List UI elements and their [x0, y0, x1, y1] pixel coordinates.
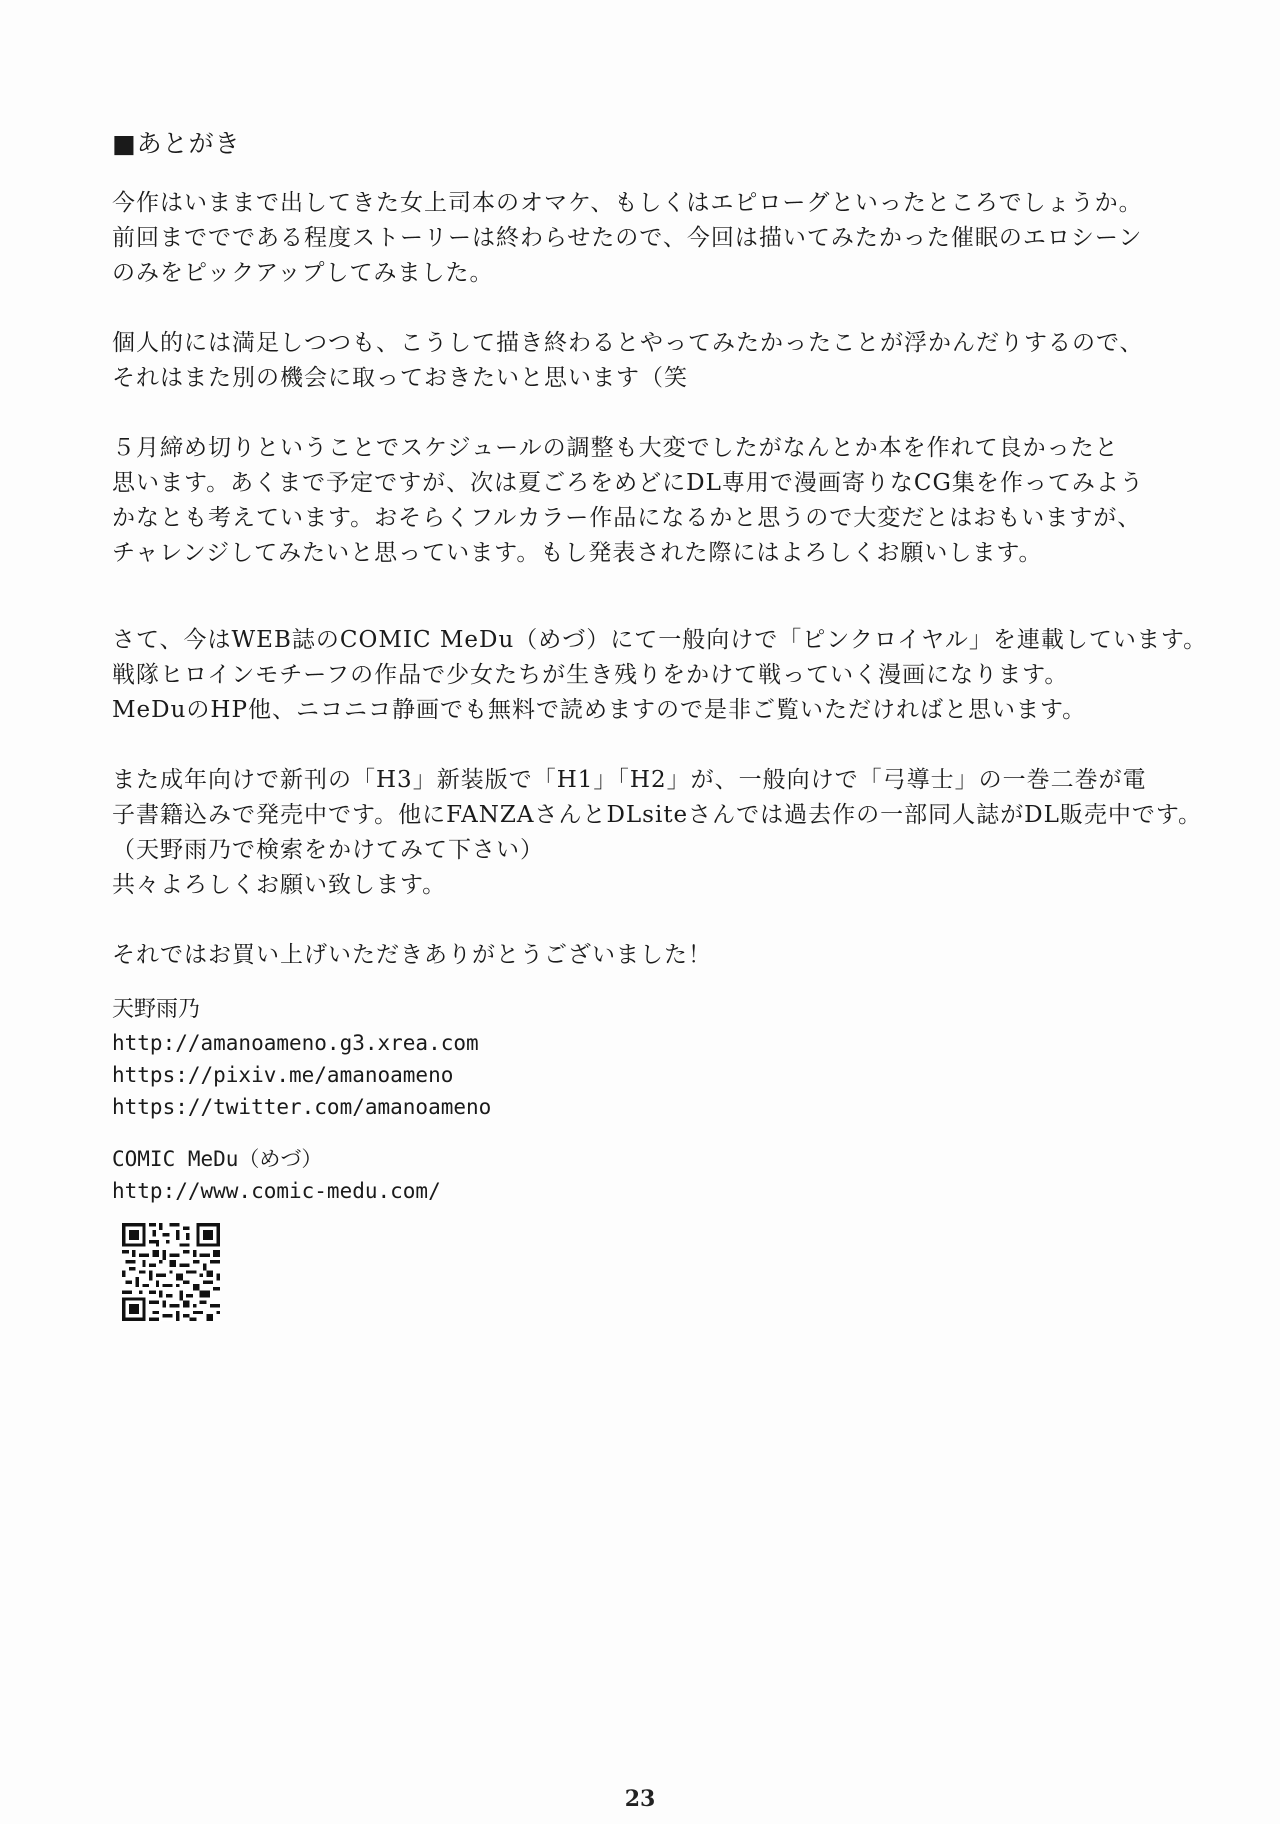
paragraph-line: それではお買い上げいただきありがとうございました！ — [112, 942, 712, 968]
paragraph-line: ５月締め切りということでスケジュールの調整も大変でしたがなんとか本を作れて良かったと — [112, 435, 1119, 461]
paragraph-line: また成年向けで新刊の「H3」新装版で「H1」「H2」が、一般向けで「弓導士」の一巻二巻が電 — [112, 767, 1147, 793]
paragraph-6 — [112, 938, 1222, 973]
author-link-twitter[interactable]: https://twitter.com/amanoameno — [112, 1095, 492, 1119]
author-block — [112, 993, 1222, 1123]
paragraph-line: 共々よろしくお願い致します。 — [112, 872, 447, 898]
paragraph-line: MeDuのHP他、ニコニコ静画でも無料で読めますので是非ご覧いただければと思います。 — [112, 697, 1087, 723]
paragraph-4 — [112, 623, 1222, 728]
paragraph-line: のみをピックアップしてみました。 — [112, 260, 494, 286]
author-link-website[interactable]: http://amanoameno.g3.xrea.com — [112, 1031, 479, 1055]
magazine-name: COMIC MeDu（めづ） — [112, 1147, 323, 1171]
paragraph-1 — [112, 186, 1222, 291]
paragraph-line: かなとも考えています。おそらくフルカラー作品になるかと思うので大変だとはおもいますが、 — [112, 505, 1142, 531]
author-name: 天野雨乃 — [112, 997, 201, 1022]
magazine-url[interactable]: http://www.comic-medu.com/ — [112, 1179, 441, 1203]
paragraph-3 — [112, 431, 1222, 571]
page-number: 23 — [624, 1786, 656, 1812]
magazine-block — [112, 1143, 1222, 1207]
afterword-content — [112, 124, 1222, 1325]
qr-code-icon — [122, 1223, 220, 1321]
paragraph-line: 戦隊ヒロインモチーフの作品で少女たちが生き残りをかけて戦っていく漫画になります。 — [112, 662, 1069, 688]
paragraph-line: 今作はいままで出してきた女上司本のオマケ、もしくはエピローグといったところでしょうか。 — [112, 190, 1143, 216]
paragraph-line: 前回まででである程度ストーリーは終わらせたので、今回は描いてみたかった催眠のエロシーン — [112, 225, 1143, 251]
afterword-heading: ■あとがき — [112, 129, 241, 158]
paragraph-line: チャレンジしてみたいと思っています。もし発表された際にはよろしくお願いします。 — [112, 540, 1043, 566]
paragraph-line: 個人的には満足しつつも、こうして描き終わるとやってみたかったことが浮かんだりするので、 — [112, 330, 1144, 356]
paragraph-line: さて、今はWEB誌のCOMIC MeDu（めづ）にて一般向けで「ピンクロイヤル」を連載しています。 — [112, 627, 1208, 653]
paragraph-5 — [112, 763, 1222, 903]
paragraph-line: 子書籍込みで発売中です。他にFANZAさんとDLsiteさんでは過去作の一部同人誌がDL販売中です。 — [112, 802, 1203, 828]
paragraph-2 — [112, 326, 1222, 396]
paragraph-line: それはまた別の機会に取っておきたいと思います（笑 — [112, 365, 688, 391]
author-link-pixiv[interactable]: https://pixiv.me/amanoameno — [112, 1063, 454, 1087]
paragraph-line: 思います。あくまで予定ですが、次は夏ごろをめどにDL専用で漫画寄りなCG集を作ってみよう — [112, 470, 1144, 496]
paragraph-line: （天野雨乃で検索をかけてみて下さい） — [112, 837, 544, 863]
